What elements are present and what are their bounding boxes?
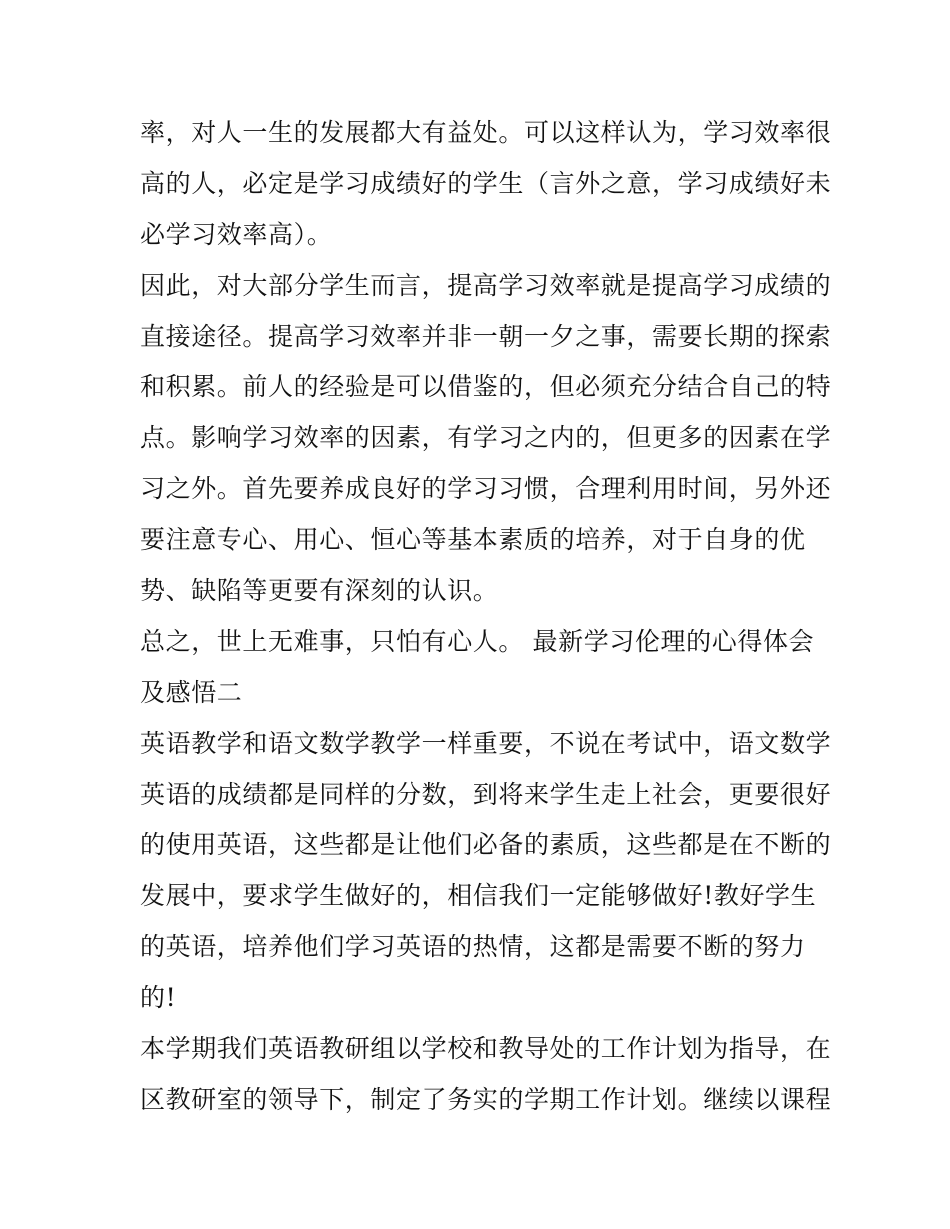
text-line: 因此，对大部分学生而言，提高学习效率就是提高学习成绩的 [140,270,832,300]
text-line: 直接途径。提高学习效率并非一朝一夕之事，需要长期的探索 [140,321,832,351]
text-line: 及感悟二 [140,677,243,707]
text-line: 发展中，要求学生做好的，相信我们一定能够做好!教好学生 [140,881,817,911]
text-line: 英语教学和语文数学教学一样重要，不说在考试中，语文数学 [140,728,832,758]
text-line: 的! [140,983,177,1013]
text-line: 和积累。前人的经验是可以借鉴的，但必须充分结合自己的特 [140,372,832,402]
text-line: 点。影响学习效率的因素，有学习之内的，但更多的因素在学 [140,423,832,453]
text-line: 的使用英语，这些都是让他们必备的素质，这些都是在不断的 [140,830,832,860]
text-line: 必学习效率高）。 [140,219,333,249]
text-line: 率，对人一生的发展都大有益处。可以这样认为，学习效率很 [140,118,832,147]
text-line: 英语的成绩都是同样的分数，到将来学生走上社会，更要很好 [140,779,832,809]
text-line: 总之，世上无难事，只怕有心人。 最新学习伦理的心得体会 [140,626,815,656]
text-line: 高的人，必定是学习成绩好的学生（言外之意，学习成绩好未 [140,168,832,198]
text-line: 本学期我们英语教研组以学校和教导处的工作计划为指导，在 [140,1034,832,1064]
text-line: 势、缺陷等更要有深刻的认识。 [140,576,499,606]
text-line: 区教研室的领导下，制定了务实的学期工作计划。继续以课程 [140,1084,832,1114]
text-line: 要注意专心、用心、恒心等基本素质的培养，对于自身的优 [140,525,806,555]
text-line: 习之外。首先要养成良好的学习习惯，合理利用时间，另外还 [140,474,832,504]
text-line: 的英语，培养他们学习英语的热情，这都是需要不断的努力 [140,932,806,962]
document-body [140,108,830,1126]
